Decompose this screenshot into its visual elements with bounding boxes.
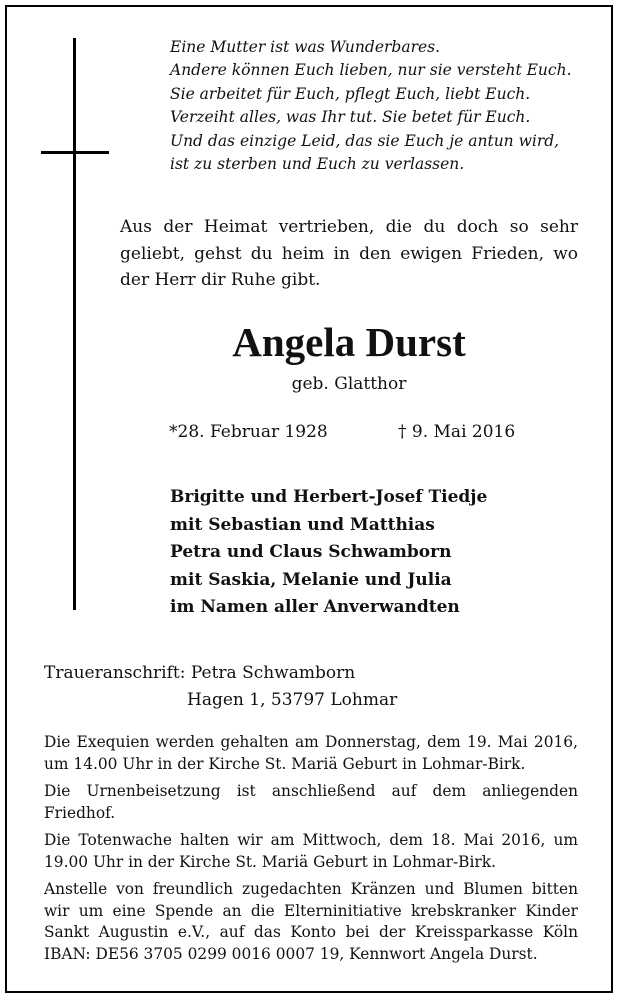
address-label: Traueranschrift: Petra Schwamborn xyxy=(44,663,356,683)
poem-line: Eine Mutter ist was Wunderbares. xyxy=(170,38,441,56)
intro-text: Aus der Heimat vertrieben, die du doch so sehr geliebt, gehst du heim in den ewigen Frieden, wo der Herr dir Ruhe gibt. xyxy=(120,217,578,290)
address-line: Hagen 1, 53797 Lohmar xyxy=(187,690,398,710)
poem-line: Verzeiht alles, was Ihr tut. Sie betet für Euch. xyxy=(170,108,531,127)
mourners-list xyxy=(170,484,487,622)
cross-icon-vertical xyxy=(73,38,76,610)
death-date: † 9. Mai 2016 xyxy=(398,422,516,442)
mourner-line: mit Sebastian und Matthias xyxy=(170,514,435,535)
info-paragraph: Die Totenwache halten wir am Mittwoch, dem 18. Mai 2016, um 19.00 Uhr in der Kirche St. Mariä Geburt in Lohmar-Birk. xyxy=(44,831,578,871)
mourner-line: Brigitte und Herbert-Josef Tiedje xyxy=(170,487,488,507)
mourning-address xyxy=(44,660,397,714)
poem-line: Sie arbeitet für Euch, pflegt Euch, liebt Euch. xyxy=(170,84,531,103)
mourner-line: im Namen aller Anverwandten xyxy=(170,597,460,618)
info-paragraph: Die Exequien werden gehalten am Donnerstag, dem 19. Mai 2016, um 14.00 Uhr in der Kirche St. Mariä Geburt in Lohmar-Birk. xyxy=(44,733,578,773)
maiden-name: geb. Glatthor xyxy=(291,374,407,394)
deceased-name: Angela Durst xyxy=(232,319,466,365)
cross-icon-horizontal xyxy=(41,151,109,154)
mourner-line: mit Saskia, Melanie und Julia xyxy=(170,569,452,590)
poem-line: Und das einzige Leid, das sie Euch je antun wird, xyxy=(170,131,560,150)
info-paragraph: Anstelle von freundlich zugedachten Kränzen und Blumen bitten wir um eine Spende an die Elterninitiative krebskranker Kinder Sankt Augustin e.V., auf das Konto bei der Kreissparkasse Köln IBAN: DE56 3705 0299 0016 0007 19, Kennwort Angela Durst. xyxy=(44,880,578,963)
birth-date: *28. Februar 1928 xyxy=(169,422,328,442)
funeral-info xyxy=(44,732,578,971)
poem-line: Andere können Euch lieben, nur sie versteht Euch. xyxy=(170,61,572,80)
poem xyxy=(170,36,590,176)
mourner-line: Petra und Claus Schwamborn xyxy=(170,542,452,563)
info-paragraph: Die Urnenbeisetzung ist anschließend auf dem anliegenden Friedhof. xyxy=(44,782,578,822)
poem-line: ist zu sterben und Euch zu verlassen. xyxy=(170,155,465,174)
